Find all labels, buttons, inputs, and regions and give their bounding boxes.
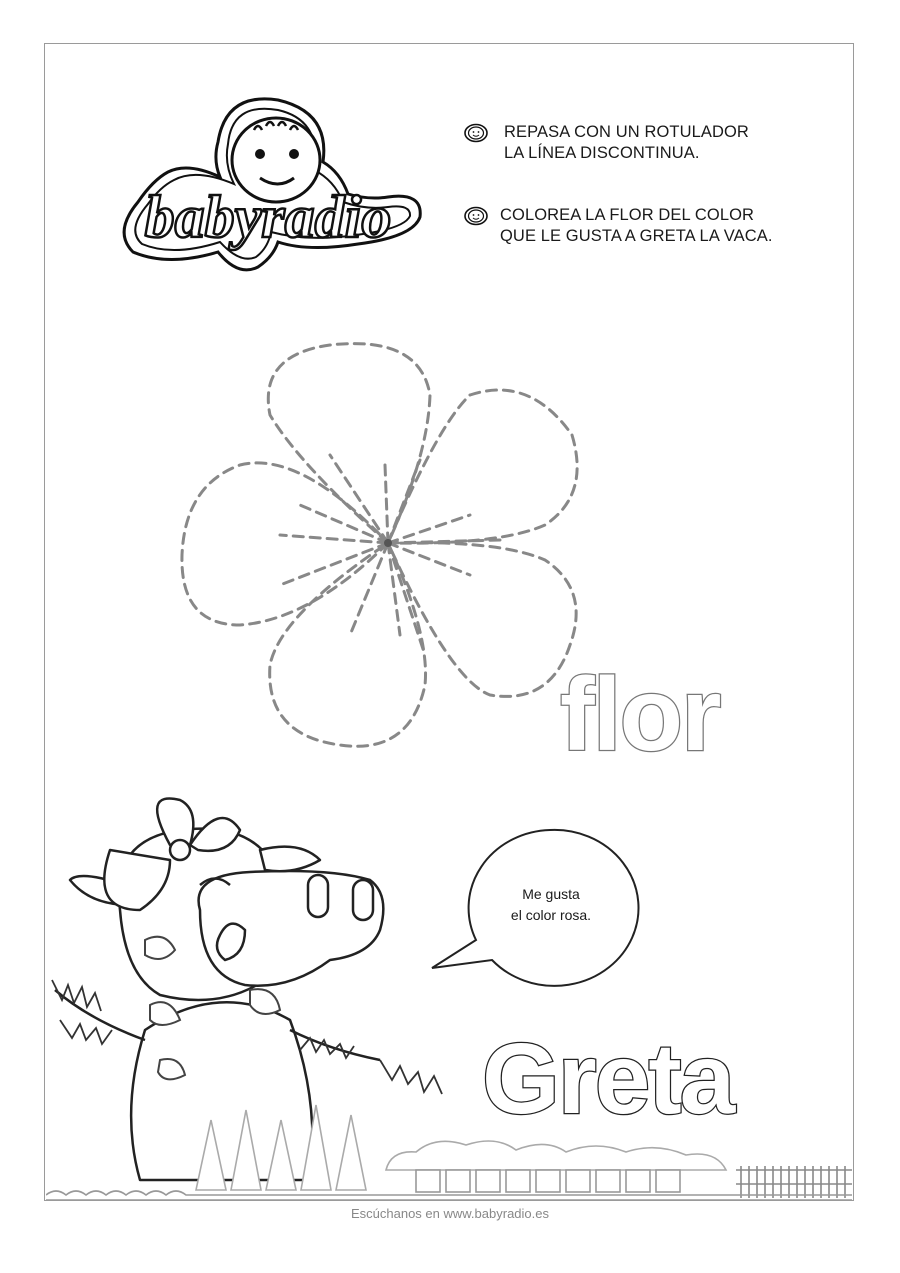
speech-bubble-text: [466, 884, 636, 926]
smiley-icon: [462, 205, 490, 227]
instruction-1-line-1: REPASA CON UN ROTULADOR: [504, 123, 749, 141]
babyradio-logo: [108, 92, 426, 282]
dashed-flower-tracing: [170, 335, 590, 755]
instruction-1-line-2: LA LÍNEA DISCONTINUA.: [504, 144, 700, 162]
logo-text: babyradio: [144, 184, 392, 250]
instruction-2-line-1: COLOREA LA FLOR DEL COLOR: [500, 206, 755, 224]
speech-line-1: Me gusta: [522, 886, 580, 902]
ground-scenery: [46, 1080, 852, 1205]
footer-url: Escúchanos en www.babyradio.es: [350, 1206, 549, 1221]
smiley-icon: [462, 122, 490, 144]
instruction-2-line-2: QUE LE GUSTA A GRETA LA VACA.: [500, 227, 773, 245]
speech-line-2: el color rosa.: [510, 907, 592, 923]
word-greta: Greta: [482, 1023, 734, 1135]
word-flor: flor: [560, 657, 720, 773]
